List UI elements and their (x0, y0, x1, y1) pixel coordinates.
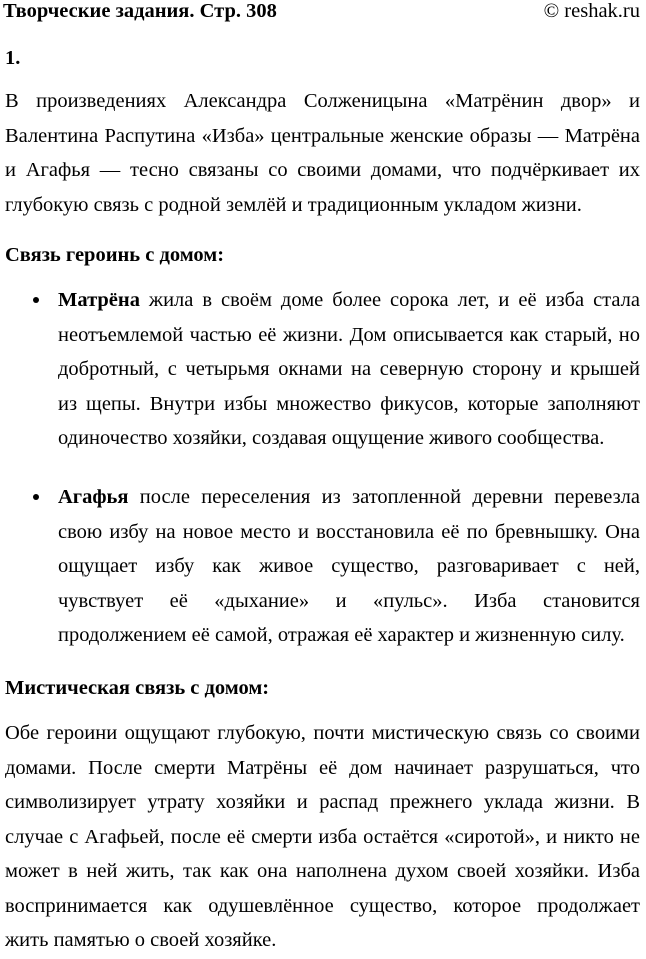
bullet-icon (33, 494, 39, 500)
line-text: чувствует её «дыхание» и «пульс». Изба становится (58, 589, 640, 612)
line-text: глубокую связь с родной землёй и традиционным укладом жизни. (5, 193, 582, 216)
page-header (3, 0, 640, 26)
bullet-icon (33, 297, 39, 303)
page-title: Творческие задания. Стр. 308 (3, 0, 277, 22)
site-credit: © reshak.ru (543, 0, 640, 22)
text-line (58, 549, 640, 584)
line-text: жить памятью о своей хозяйке. (5, 929, 277, 951)
line-text: одиночество хозяйки, создавая ощущение живого сообщества. (58, 427, 605, 449)
text-line (5, 119, 640, 154)
text-line (58, 387, 640, 422)
heroine-name: Матрёна (58, 289, 140, 311)
section-heading-connection: Связь героинь с домом: (5, 244, 225, 266)
line-text: продолжением её самой, отражая её характер и жизненную силу. (58, 624, 625, 646)
heroine-name: Агафья (58, 486, 129, 508)
line-text: после переселения из затопленной деревни перевезла (128, 486, 640, 508)
task-number: 1. (5, 47, 21, 69)
line-text: домами. После смерти Матрёны её дом начинает разрушаться, что (5, 756, 640, 779)
line-text: жила в своём доме более сорока лет, и её изба стала (139, 289, 640, 311)
text-line (5, 820, 640, 855)
text-line (58, 480, 640, 515)
line-text: может в ней жить, так как она наполнена духом своей хозяйки. Изба (5, 860, 640, 882)
line-text: добротный, с четырьмя окнами на северную сторону и крышей (58, 358, 640, 380)
bullet-matryona (58, 283, 640, 456)
line-text: Обе героини ощущают глубокую, почти мистическую связь со своими (5, 722, 640, 744)
line-text: из щепы. Внутри избы множество фикусов, которые заполняют (58, 392, 640, 415)
line-text: В произведениях Александра Солженицына «Матрёнин двор» и (5, 90, 640, 112)
text-line (5, 854, 640, 889)
conclusion-paragraph (5, 716, 640, 958)
text-line (5, 889, 640, 924)
line-text: ощущает избу как живое существо, разговаривает с ней, (58, 555, 640, 577)
text-line (5, 751, 640, 786)
line-text: Валентина Распутина «Изба» центральные женские образы — Матрёна (5, 124, 640, 147)
text-line (5, 716, 640, 751)
line-text: неотъемлемой частью её жизни. Дом описывается как старый, но (58, 323, 640, 346)
intro-paragraph (5, 84, 640, 222)
line-text: случае с Агафьей, после её смерти изба остаётся «сиротой», и никто не (5, 825, 640, 848)
text-line (5, 923, 640, 958)
bullet-agafya (58, 480, 640, 653)
text-line (58, 283, 640, 318)
line-text: воспринимается как одушевлённое существо, которое продолжает (5, 894, 640, 917)
text-line (5, 188, 640, 223)
text-line (58, 584, 640, 619)
line-text: свою избу на новое место и восстановила её по бревнышку. Она (58, 520, 640, 543)
text-line (5, 785, 640, 820)
line-text: и Агафья — тесно связаны со своими домами, что подчёркивает их (5, 159, 640, 181)
text-line (5, 153, 640, 188)
text-line (58, 352, 640, 387)
text-line (58, 515, 640, 550)
line-text: символизирует утрату хозяйки и распад прежнего уклада жизни. В (5, 791, 640, 813)
text-line (58, 421, 640, 456)
text-line (58, 318, 640, 353)
text-line (58, 618, 640, 653)
section-heading-mystic: Мистическая связь с домом: (5, 677, 270, 699)
text-line (5, 84, 640, 119)
